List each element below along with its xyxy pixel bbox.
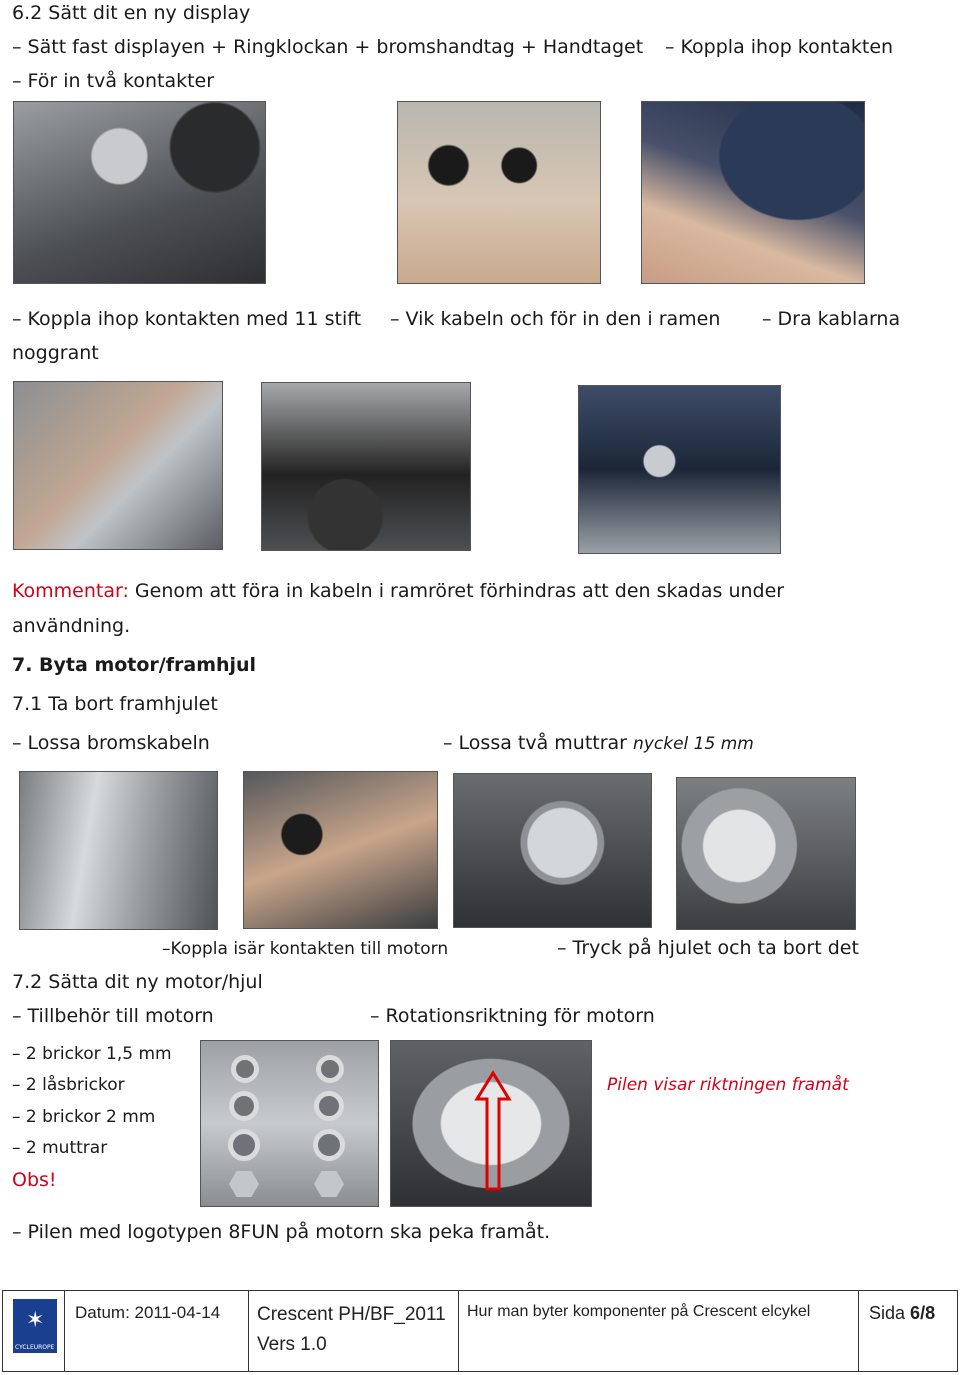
wrench-size-note: nyckel 15 mm [633, 734, 754, 754]
direction-arrow-icon [391, 1041, 591, 1206]
page-total: 8 [925, 1303, 936, 1323]
comment-line [12, 579, 784, 603]
page-label: Sida [869, 1303, 906, 1323]
footer-page-cell [859, 1291, 957, 1371]
photo-caption: – Koppla ihop kontakten med 11 stift [12, 308, 362, 330]
photo-brake-cable [19, 771, 218, 930]
washer-icon [231, 1055, 259, 1083]
logo-text: CYCLEUROPE [15, 1344, 55, 1351]
list-item: – 2 låsbrickor [12, 1075, 125, 1095]
photo-pull-cables [578, 385, 781, 554]
footer-doc-name: Crescent PH/BF_2011 [257, 1304, 446, 1325]
comment-label: Kommentar: [12, 580, 129, 602]
washer-icon [314, 1091, 344, 1121]
photo-caption [443, 731, 754, 756]
subsection-heading: 7.1 Ta bort framhjulet [12, 693, 218, 715]
washer-icon [313, 1129, 345, 1161]
footer-logo-cell [3, 1291, 65, 1371]
photo-11pin-connector [13, 381, 223, 550]
photo-motor-connector [243, 771, 438, 929]
photo-caption: – Rotationsriktning för motorn [370, 1005, 655, 1027]
obs-note: Obs! [12, 1169, 57, 1191]
photo-cable-into-frame [261, 382, 471, 551]
washer-icon [316, 1055, 344, 1083]
photo-connectors [397, 101, 601, 284]
photo-caption: noggrant [12, 342, 99, 364]
list-item: – 2 brickor 1,5 mm [12, 1044, 172, 1064]
instruction-line: – Sätt fast displayen + Ringklockan + bromshandtag + Handtaget [12, 36, 644, 58]
photo-loosen-nuts [453, 773, 652, 928]
footer-doc-cell [249, 1291, 459, 1371]
comment-text: Genom att föra in kabeln i ramröret förhindras att den skadas under [134, 580, 785, 602]
list-item: – 2 brickor 2 mm [12, 1107, 156, 1127]
page-separator: / [920, 1303, 926, 1323]
washer-icon [228, 1129, 260, 1161]
washer-icon [229, 1091, 259, 1121]
page-current: 6 [910, 1303, 921, 1323]
instruction-line: – Koppla ihop kontakten [665, 36, 894, 58]
instruction-line: – För in två kontakter [12, 70, 215, 92]
page-footer [2, 1290, 958, 1372]
list-item: – 2 muttrar [12, 1138, 108, 1158]
footer-date-cell [65, 1291, 249, 1371]
photo-washers-nuts [200, 1040, 379, 1207]
page-indicator [869, 1303, 935, 1324]
chapter-title: 7. Byta motor/framhjul [12, 654, 257, 676]
photo-caption: –Koppla isär kontakten till motorn [162, 939, 449, 959]
footer-desc-cell [459, 1291, 859, 1371]
photo-caption: – Lossa bromskabeln [12, 732, 210, 754]
comment-text: användning. [12, 615, 131, 637]
subsection-heading: 7.2 Sätta dit ny motor/hjul [12, 971, 263, 993]
section-heading: 6.2 Sätt dit en ny display [12, 2, 251, 24]
photo-caption: – Tryck på hjulet och ta bort det [557, 937, 859, 959]
photo-caption-text: – Lossa två muttrar [443, 732, 627, 754]
photo-frame-connector [641, 101, 865, 284]
photo-motor-rotation [390, 1040, 592, 1207]
logo-rider-icon: ✶ [26, 1308, 45, 1333]
photo-caption: – Dra kablarna [762, 308, 901, 330]
footer-description: Hur man byter komponenter på Crescent elcykel [467, 1303, 811, 1320]
footer-version: Vers 1.0 [257, 1334, 327, 1355]
photo-caption: – Tillbehör till motorn [12, 1005, 214, 1027]
cycleurope-logo [13, 1299, 57, 1353]
final-instruction: – Pilen med logotypen 8FUN på motorn ska peka framåt. [12, 1221, 551, 1243]
photo-remove-wheel [676, 777, 856, 930]
footer-date: Datum: 2011-04-14 [75, 1303, 221, 1322]
arrow-note: Pilen visar riktningen framåt [607, 1075, 849, 1095]
photo-display-handlebar [13, 101, 266, 284]
photo-caption: – Vik kabeln och för in den i ramen [390, 308, 721, 330]
